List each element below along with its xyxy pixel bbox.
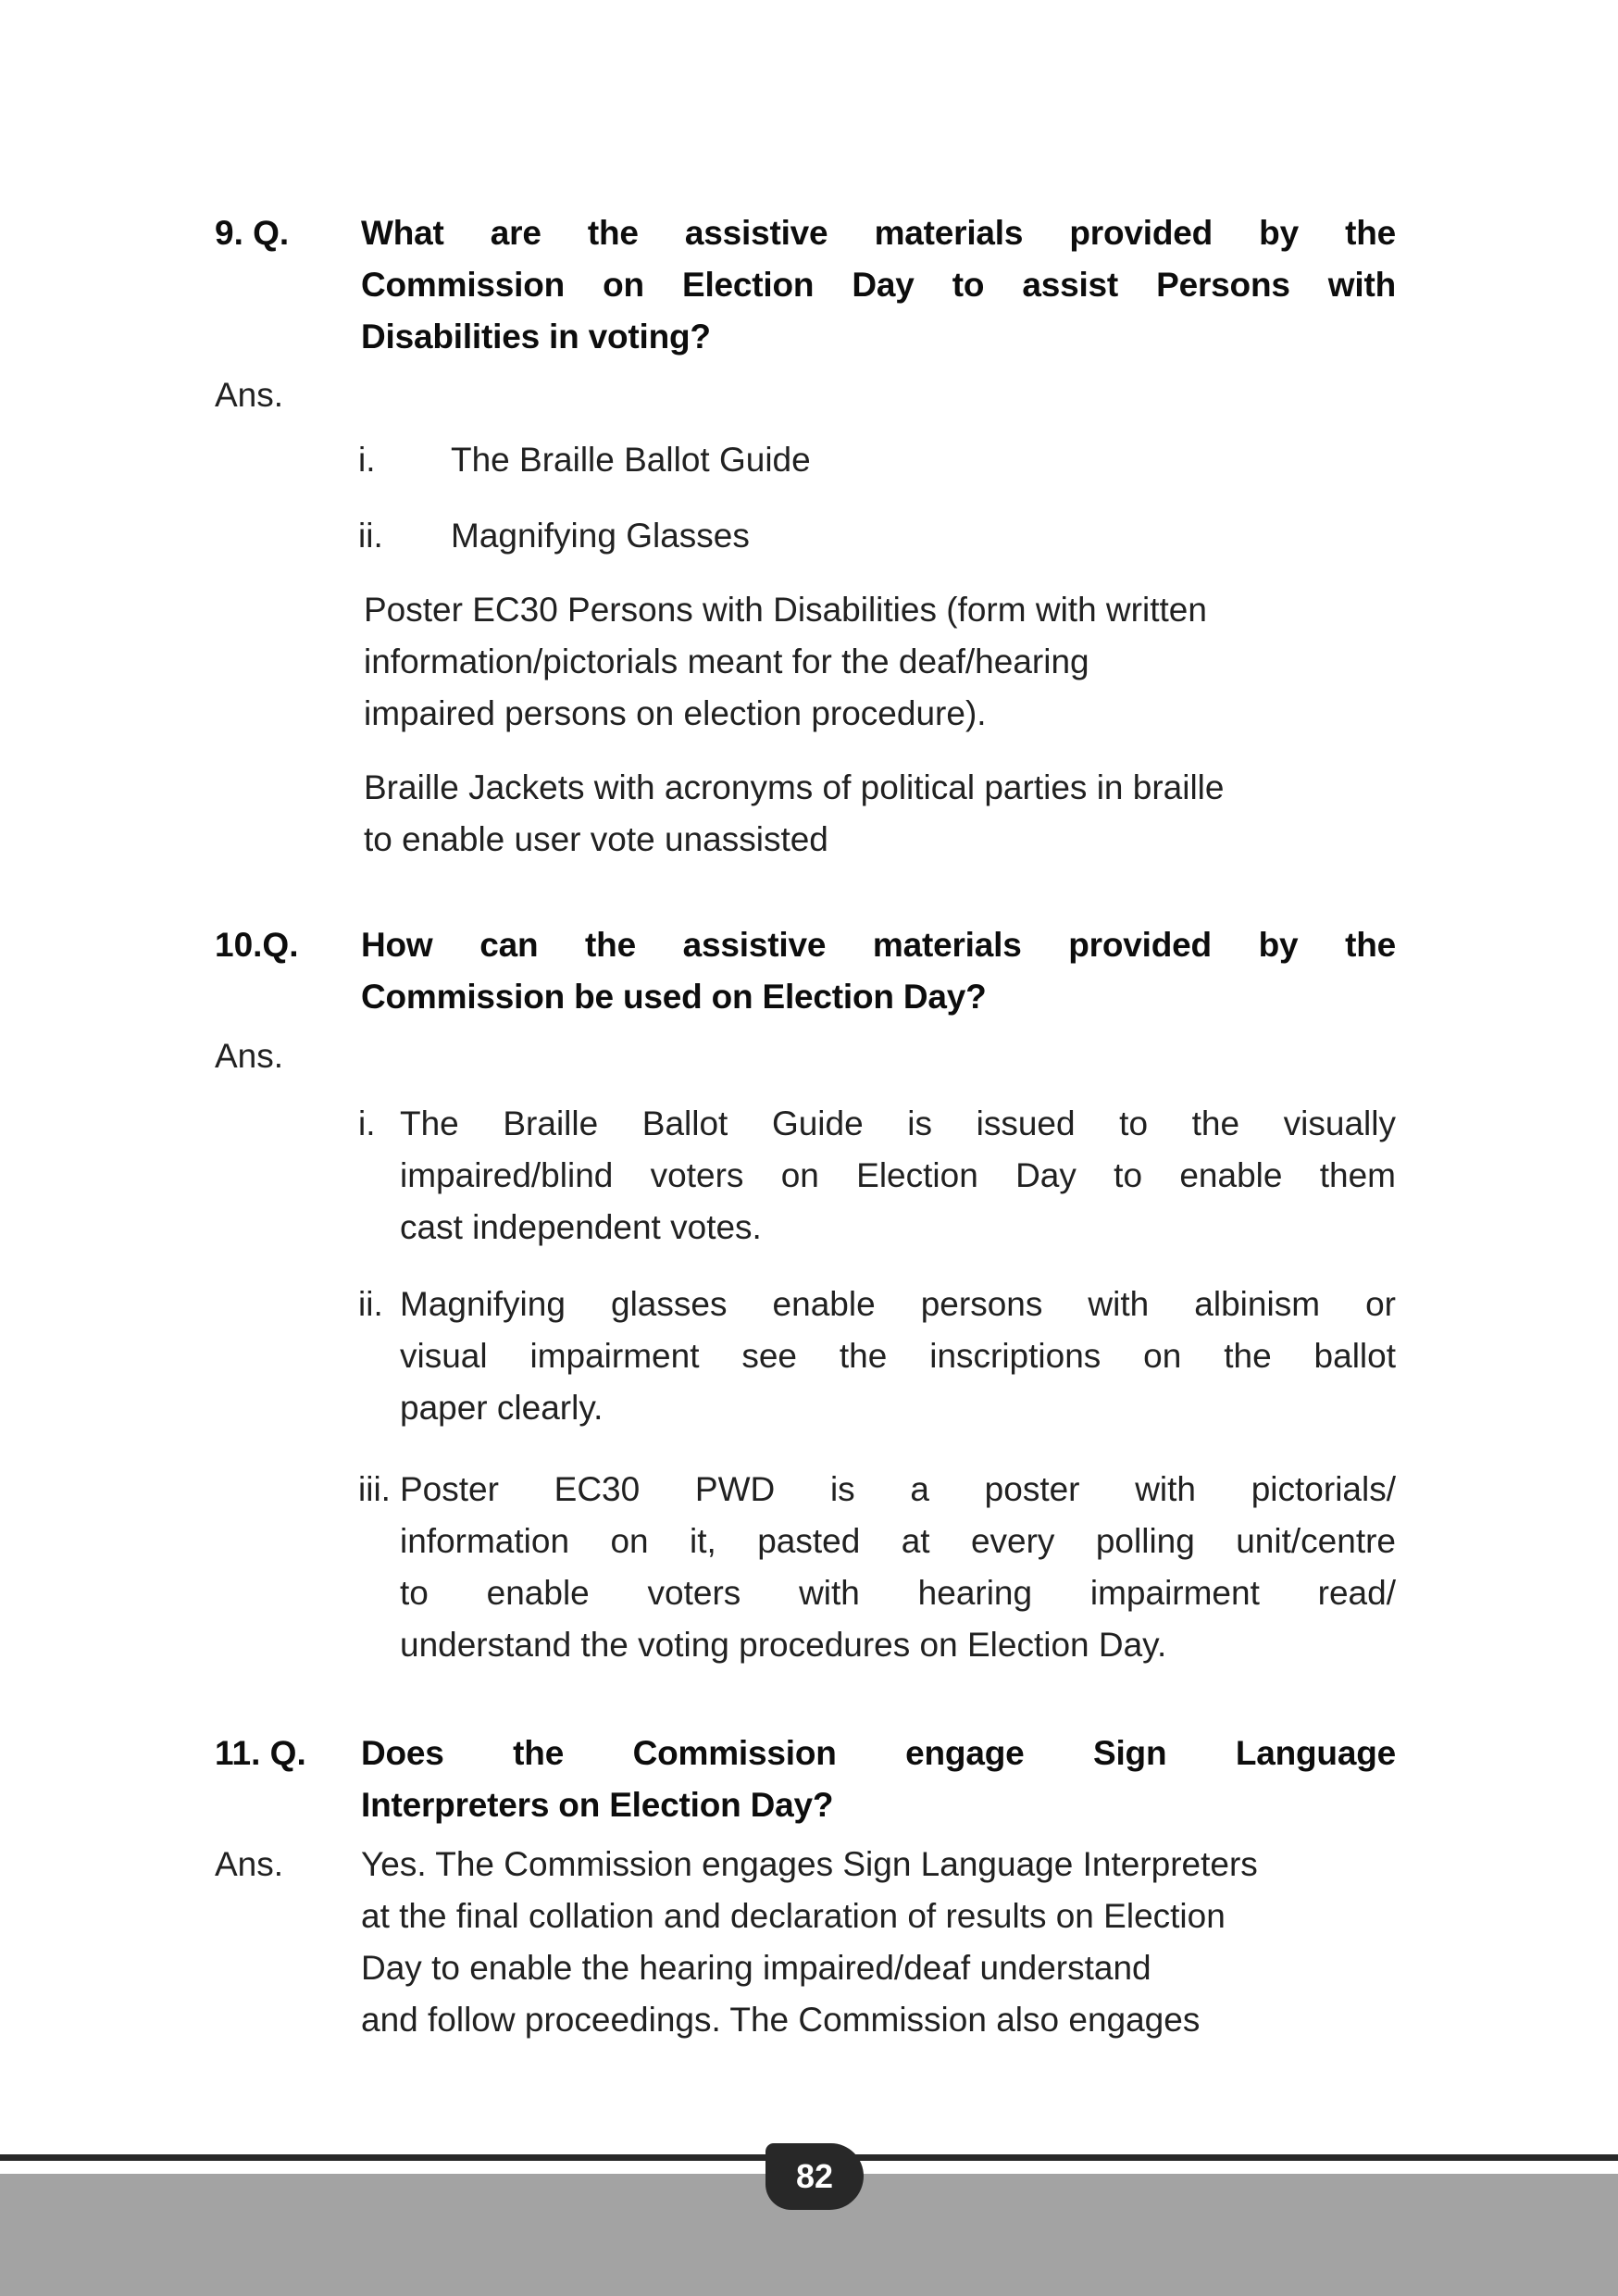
question-number: 11. Q.	[215, 1734, 306, 1772]
answer-paragraph: Braille Jackets with acronyms of political parties in braille to enable user vote unassisted	[364, 768, 1225, 858]
answer-label: Ans.	[215, 1037, 284, 1075]
list-marker: i.	[358, 441, 376, 479]
list-marker: ii.	[358, 1285, 383, 1323]
page-number-badge	[765, 2143, 864, 2210]
list-text: The Braille Ballot Guide	[451, 441, 811, 479]
answer-label: Ans.	[215, 1845, 284, 1883]
list-text: The Braille Ballot Guide is issued to the visually impaired/blind voters on Election Day to enable them cast independent votes.	[400, 1104, 1396, 1246]
list-marker: i.	[358, 1104, 376, 1142]
list-item	[358, 510, 1396, 562]
page-number: 82	[795, 2157, 834, 2195]
list-text: Magnifying Glasses	[451, 517, 750, 555]
question-row	[215, 1728, 1396, 1831]
question-text: How can the assistive materials provided by the Commission be used on Election Day?	[361, 926, 1396, 1016]
question-number: 10.Q.	[215, 926, 299, 964]
question-text: Does the Commission engage Sign Language Interpreters on Election Day?	[361, 1734, 1396, 1824]
list-marker: ii.	[358, 517, 383, 555]
answer-paragraph: Poster EC30 Persons with Disabilities (form with written information/pictorials meant for the deaf/hearing impaired persons on election procedure).	[364, 591, 1207, 732]
answer-row	[215, 1839, 1396, 2046]
list-item	[358, 1279, 1396, 1434]
list-text: Magnifying glasses enable persons with albinism or visual impairment see the inscriptions on the ballot paper clearly.	[400, 1285, 1396, 1427]
answer-label: Ans.	[215, 376, 284, 414]
qa-block-10	[215, 919, 1396, 1671]
answer-text: Yes. The Commission engages Sign Language Interpreters at the final collation and declaration of results on Election Day to enable the hearing impaired/deaf understand and follow proceedings. The Commission also engages	[361, 1845, 1258, 2039]
list-item	[358, 1098, 1396, 1254]
qa-block-11	[215, 1728, 1396, 2046]
question-text: What are the assistive materials provided by the Commission on Election Day to assist Persons with Disabilities in voting?	[361, 214, 1396, 356]
question-row	[215, 207, 1396, 363]
qa-block-9	[215, 207, 1396, 866]
question-number: 9. Q.	[215, 214, 290, 252]
list-item	[358, 434, 1396, 486]
page-content	[215, 207, 1396, 2046]
list-item	[358, 1464, 1396, 1671]
question-row	[215, 919, 1396, 1023]
list-text: Poster EC30 PWD is a poster with pictorials/ information on it, pasted at every polling unit/centre to enable voters with hearing impairment read/ understand the voting procedures on Election Day.	[400, 1470, 1396, 1664]
list-marker: iii.	[358, 1470, 391, 1508]
